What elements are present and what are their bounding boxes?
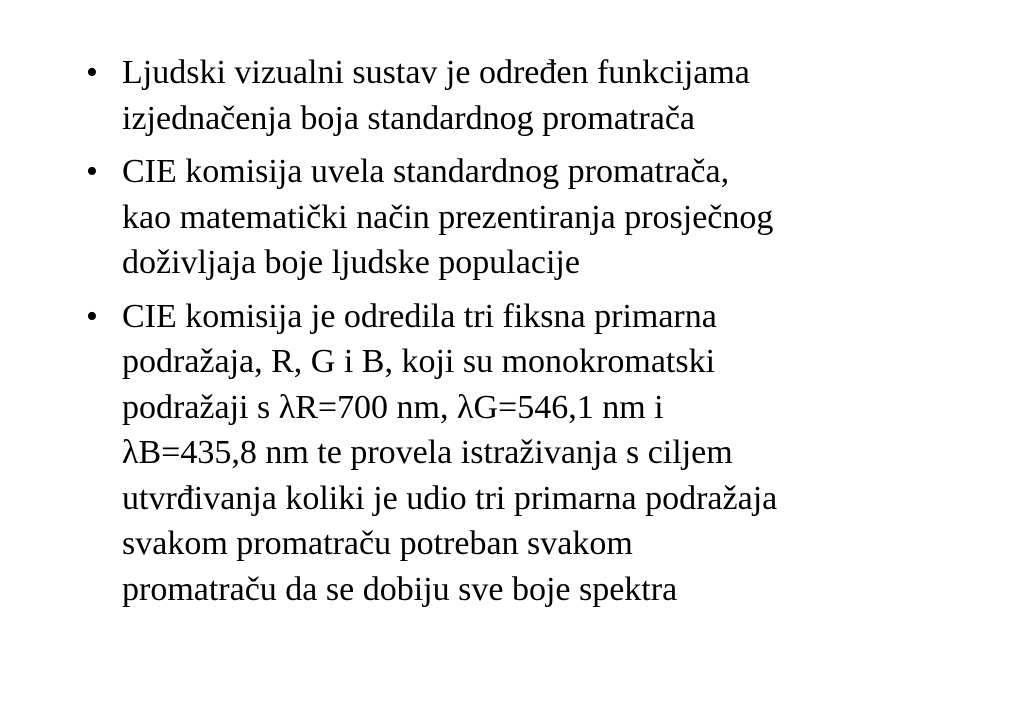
bullet-item-2	[86, 149, 986, 286]
bullet-marker: •	[86, 297, 98, 335]
bullet-3-line-6: svakom promatraču potreban svakom	[122, 525, 633, 562]
bullet-3-line-5: utvrđivanja koliki je udio tri primarna podražaja	[122, 479, 778, 517]
bullet-2-line-1: CIE komisija uvela standardnog promatrača,	[122, 153, 730, 190]
bullet-3-line-2: podražaja, R, G i B, koji su monokromatski	[122, 343, 716, 380]
bullet-3-line-1: CIE komisija je odredila tri fiksna primarna	[122, 297, 717, 335]
bullet-marker: •	[86, 153, 98, 190]
bullet-3-line-4: λB=435,8 nm te provela istraživanja s ciljem	[122, 434, 733, 471]
bullet-item-3	[86, 294, 986, 613]
bullet-1-line-2: izjednačenja boja standardnog promatrača	[122, 99, 696, 137]
bullet-list	[86, 50, 986, 620]
bullet-2-line-3: doživljaja boje ljudske populacije	[122, 244, 580, 281]
bullet-3-line-3: podražaji s λR=700 nm, λG=546,1 nm i	[122, 388, 664, 426]
bullet-3-line-7: promatraču da se dobiju sve boje spektra	[122, 570, 678, 608]
bullet-2-line-2: kao matematički način prezentiranja prosječnog	[122, 198, 774, 236]
bullet-marker: •	[86, 54, 98, 91]
bullet-1-line-1: Ljudski vizualni sustav je određen funkcijama	[122, 54, 750, 91]
bullet-item-1	[86, 50, 986, 141]
